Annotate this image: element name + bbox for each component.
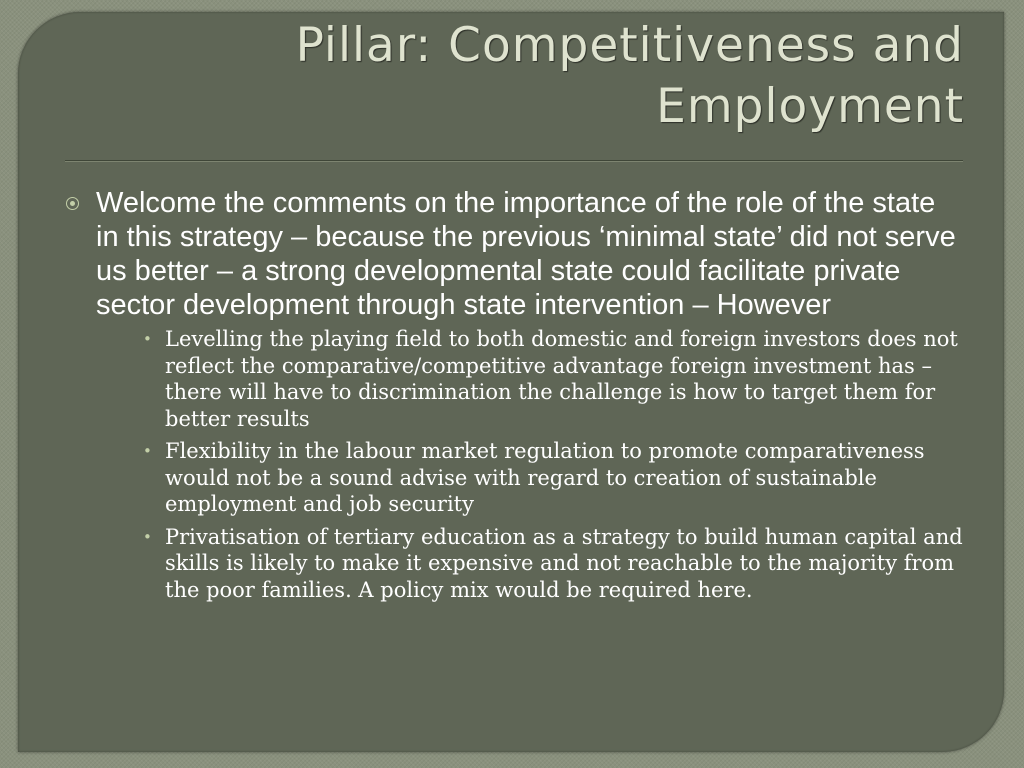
small-dot-bullet-icon: • xyxy=(143,527,152,546)
sub-bullet xyxy=(134,438,964,518)
sub-bullet xyxy=(134,524,964,604)
main-bullet xyxy=(64,186,964,603)
main-bullet-text: Welcome the comments on the importance of the role of the state in this strategy – because the previous ‘minimal state’ did not serve us better – a strong developmental state could facilitate private sector development through state intervention – However xyxy=(96,187,956,321)
sub-bullet-list xyxy=(96,326,964,603)
small-dot-bullet-icon: • xyxy=(143,330,152,348)
circle-dot-bullet-icon xyxy=(66,197,79,210)
sub-bullet xyxy=(134,326,964,432)
small-dot-bullet-icon: • xyxy=(143,442,152,460)
sub-bullet-text: Flexibility in the labour market regulation to promote comparativeness would not be a sound advise with regard to creation of sustainable employment and job security xyxy=(165,439,925,516)
sub-bullet-text: Levelling the playing field to both domestic and foreign investors does not reflect the comparative/competitive advantage foreign investment has – there will have to discrimination the challenge is how to target them for better results xyxy=(165,327,958,431)
sub-bullet-text: Privatisation of tertiary education as a strategy to build human capital and skills is likely to make it expensive and not reachable to the majority from the poor families. A policy mix would be required here. xyxy=(165,524,963,602)
slide-content xyxy=(64,186,964,609)
slide-title: Pillar: Competitiveness and Employment xyxy=(295,18,964,134)
title-divider xyxy=(65,160,963,162)
